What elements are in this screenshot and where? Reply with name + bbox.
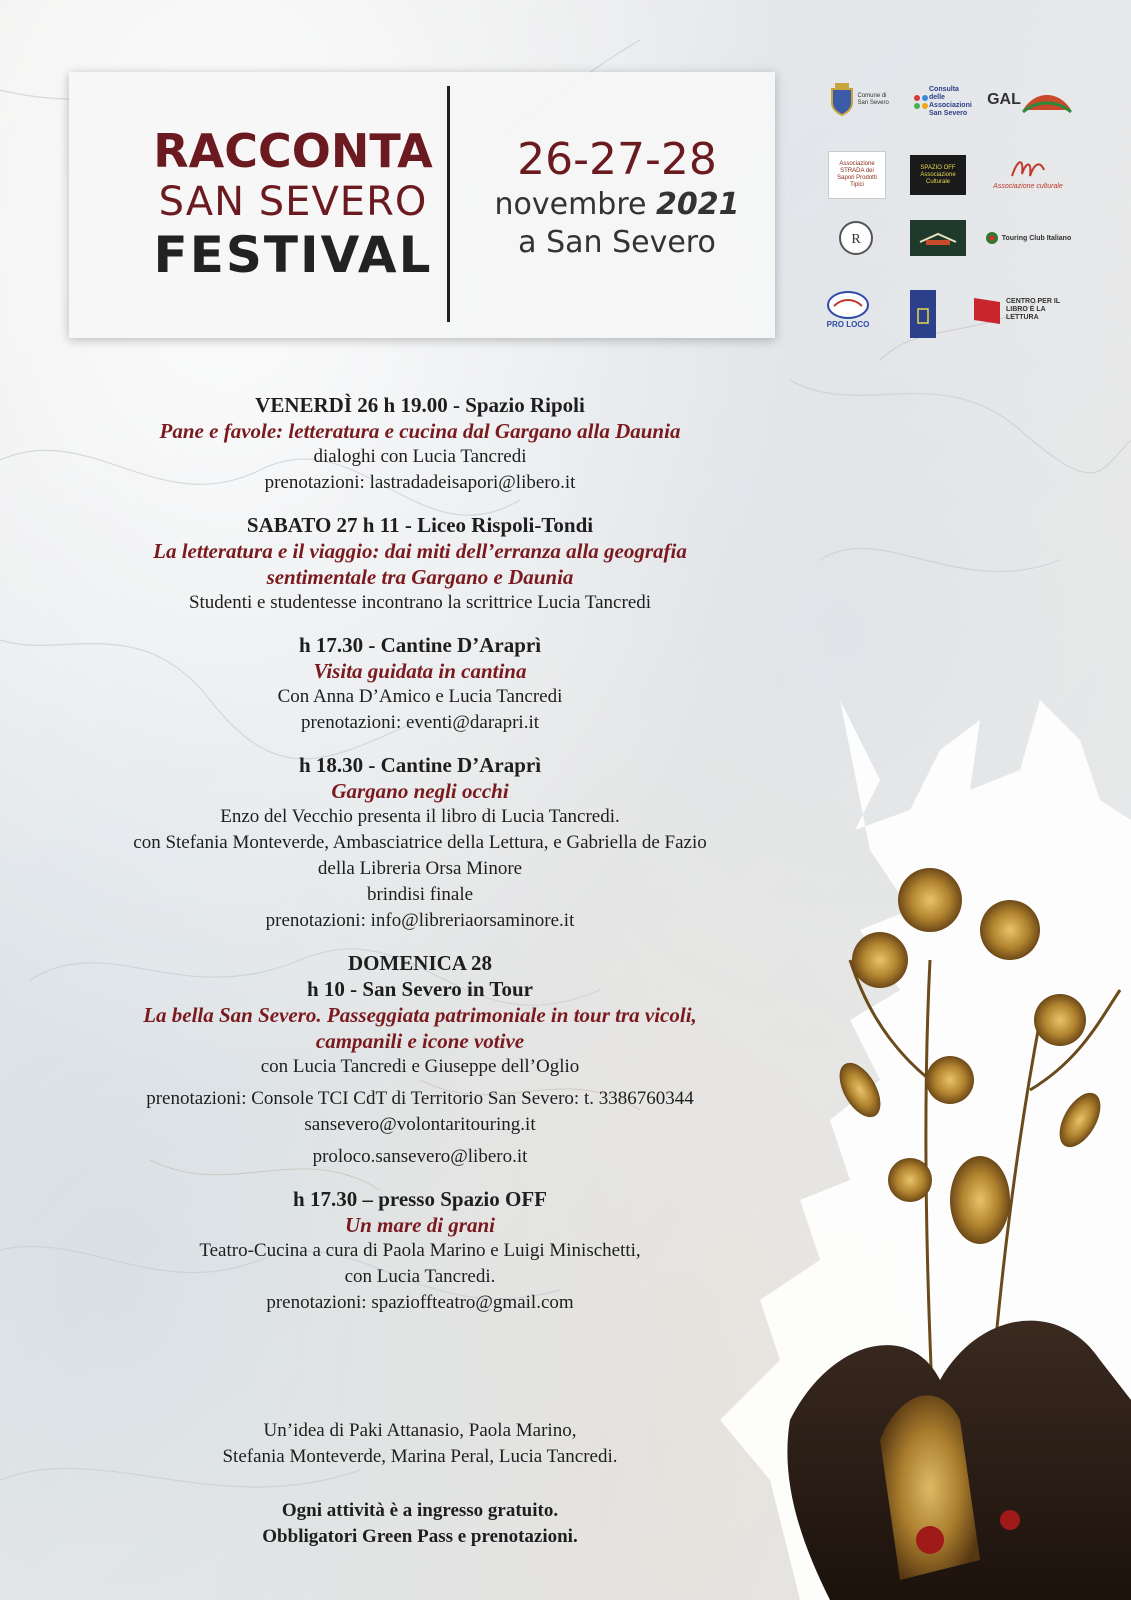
green-pass-note: Obbligatori Green Pass e prenotazioni. bbox=[262, 1526, 578, 1547]
festival-title bbox=[103, 124, 483, 284]
gal-logo-text: GAL bbox=[987, 91, 1021, 108]
blue-banner-logo bbox=[910, 290, 936, 338]
strada-sapori-logo bbox=[828, 151, 886, 199]
event-detail: Enzo del Vecchio presenta il libro di Lucia Tancredi. bbox=[220, 806, 620, 827]
consulta-logo bbox=[912, 80, 974, 124]
coat-of-arms-icon bbox=[829, 83, 855, 117]
event-detail: con Stefania Monteverde, Ambasciatrice della Lettura, e Gabriella de Fazio bbox=[133, 832, 707, 853]
libreria-logo bbox=[910, 220, 966, 256]
gal-logo bbox=[980, 80, 1080, 120]
event-heading: SABATO 27 h 11 - Liceo Rispoli-Tondi bbox=[246, 513, 594, 537]
dates-text: 26-27-28 bbox=[517, 134, 717, 185]
event-booking: prenotazioni: lastradadeisapori@libero.it bbox=[264, 472, 576, 493]
event-venerdi bbox=[60, 392, 780, 496]
place-text: a San Severo bbox=[518, 225, 716, 260]
book-icon bbox=[972, 294, 1002, 326]
credits-line-1: Un’idea di Paki Attanasio, Paola Marino, bbox=[263, 1420, 577, 1441]
free-entry-note: Ogni attività è a ingresso gratuito. bbox=[281, 1500, 559, 1521]
comune-logo-text: Comune di San Severo bbox=[857, 93, 889, 106]
title-divider bbox=[447, 86, 450, 322]
event-booking-email: sansevero@volontaritouring.it bbox=[304, 1114, 536, 1135]
event-cantine-1830 bbox=[60, 752, 780, 934]
pro-loco-logo bbox=[824, 286, 872, 332]
credits-line-2: Stefania Monteverde, Marina Peral, Lucia Tancredi. bbox=[222, 1446, 618, 1467]
title-line-festival: FESTIVAL bbox=[153, 226, 433, 284]
centro-libro-text: CENTRO PER IL LIBRO E LA LETTURA bbox=[1006, 298, 1060, 321]
event-title: Un mare di grani bbox=[345, 1213, 495, 1237]
strada-sapori-text: Associazione STRADA dei Sapori Prodotti Tipici bbox=[837, 161, 877, 188]
banner-emblem-icon bbox=[915, 299, 931, 329]
event-domenica bbox=[60, 950, 780, 1170]
year-text: 2021 bbox=[656, 187, 740, 222]
event-cantine-1730 bbox=[60, 632, 780, 736]
event-title-cont: campanili e icone votive bbox=[315, 1029, 525, 1053]
event-heading: h 17.30 - Cantine D’Araprì bbox=[298, 633, 542, 657]
month-year bbox=[459, 186, 775, 224]
bookstore-icon bbox=[918, 228, 958, 248]
consulta-logo-text: Consulta delle Associazioni San Severo bbox=[929, 86, 972, 117]
spazio-off-logo bbox=[910, 155, 966, 195]
pro-loco-emblem-icon bbox=[826, 290, 870, 320]
event-title-cont: sentimentale tra Gargano e Daunia bbox=[266, 565, 574, 589]
event-detail: Con Anna D’Amico e Lucia Tancredi bbox=[277, 686, 563, 707]
event-booking: prenotazioni: Console TCI CdT di Territorio San Severo: t. 3386760344 bbox=[146, 1088, 694, 1109]
event-title: Pane e favole: letteratura e cucina dal Gargano alla Daunia bbox=[159, 419, 681, 443]
associazione-culturale-text: Associazione culturale bbox=[993, 182, 1063, 190]
centro-libro-logo bbox=[972, 290, 1080, 330]
event-title: La letteratura e il viaggio: dai miti dell’erranza alla geografia bbox=[153, 539, 687, 563]
spazio-off-text: SPAZIO OFF Associazione Culturale bbox=[920, 164, 956, 185]
touring-logo bbox=[980, 224, 1076, 252]
title-line-racconta: RACCONTA bbox=[153, 124, 433, 178]
sponsor-logos bbox=[820, 78, 1080, 358]
event-sabato bbox=[60, 512, 780, 616]
people-icon bbox=[913, 94, 929, 110]
event-detail: dialoghi con Lucia Tancredi bbox=[313, 446, 527, 467]
event-detail: Teatro-Cucina a cura di Paola Marino e Luigi Minischetti, bbox=[199, 1240, 641, 1261]
event-title: Visita guidata in cantina bbox=[313, 659, 527, 683]
title-line-san-severo: SAN SEVERO bbox=[158, 179, 428, 225]
event-spazio-off bbox=[60, 1186, 780, 1316]
touring-text: Touring Club Italiano bbox=[1001, 234, 1072, 242]
event-heading: h 18.30 - Cantine D’Araprì bbox=[298, 753, 542, 777]
event-heading: h 10 - San Severo in Tour bbox=[306, 977, 533, 1001]
event-title: Gargano negli occhi bbox=[331, 779, 509, 803]
event-program bbox=[60, 392, 780, 1332]
event-day: DOMENICA 28 bbox=[347, 951, 493, 975]
event-booking: prenotazioni: spazioffteatro@gmail.com bbox=[266, 1292, 574, 1313]
event-booking: prenotazioni: eventi@darapri.it bbox=[300, 712, 540, 733]
event-detail: con Lucia Tancredi e Giuseppe dell’Oglio bbox=[260, 1056, 580, 1077]
festival-dates bbox=[459, 134, 775, 262]
event-detail: brindisi finale bbox=[366, 884, 474, 905]
associazione-culturale-logo bbox=[980, 150, 1076, 196]
emblem-logo bbox=[836, 218, 876, 258]
event-booking: prenotazioni: info@libreriaorsaminore.it bbox=[265, 910, 575, 931]
footer bbox=[60, 1418, 780, 1550]
event-detail: della Libreria Orsa Minore bbox=[317, 858, 523, 879]
svg-text:R: R bbox=[851, 232, 861, 247]
event-detail: Studenti e studentesse incontrano la scrittrice Lucia Tancredi bbox=[188, 592, 652, 613]
event-heading: h 17.30 – presso Spazio OFF bbox=[293, 1187, 547, 1211]
month-text: novembre bbox=[494, 187, 647, 222]
event-heading: VENERDÌ 26 h 19.00 - Spazio Ripoli bbox=[255, 393, 585, 417]
event-detail: con Lucia Tancredi. bbox=[344, 1266, 496, 1287]
event-booking-email: proloco.sansevero@libero.it bbox=[312, 1146, 528, 1167]
event-title: La bella San Severo. Passeggiata patrimoniale in tour tra vicoli, bbox=[143, 1003, 697, 1027]
pro-loco-text: PRO LOCO bbox=[826, 319, 870, 329]
title-card bbox=[69, 72, 775, 338]
touring-emblem-icon bbox=[985, 231, 999, 245]
hills-icon bbox=[1021, 86, 1073, 114]
signature-icon bbox=[1008, 156, 1048, 182]
emblem-icon bbox=[838, 220, 874, 256]
comune-logo bbox=[828, 78, 894, 122]
